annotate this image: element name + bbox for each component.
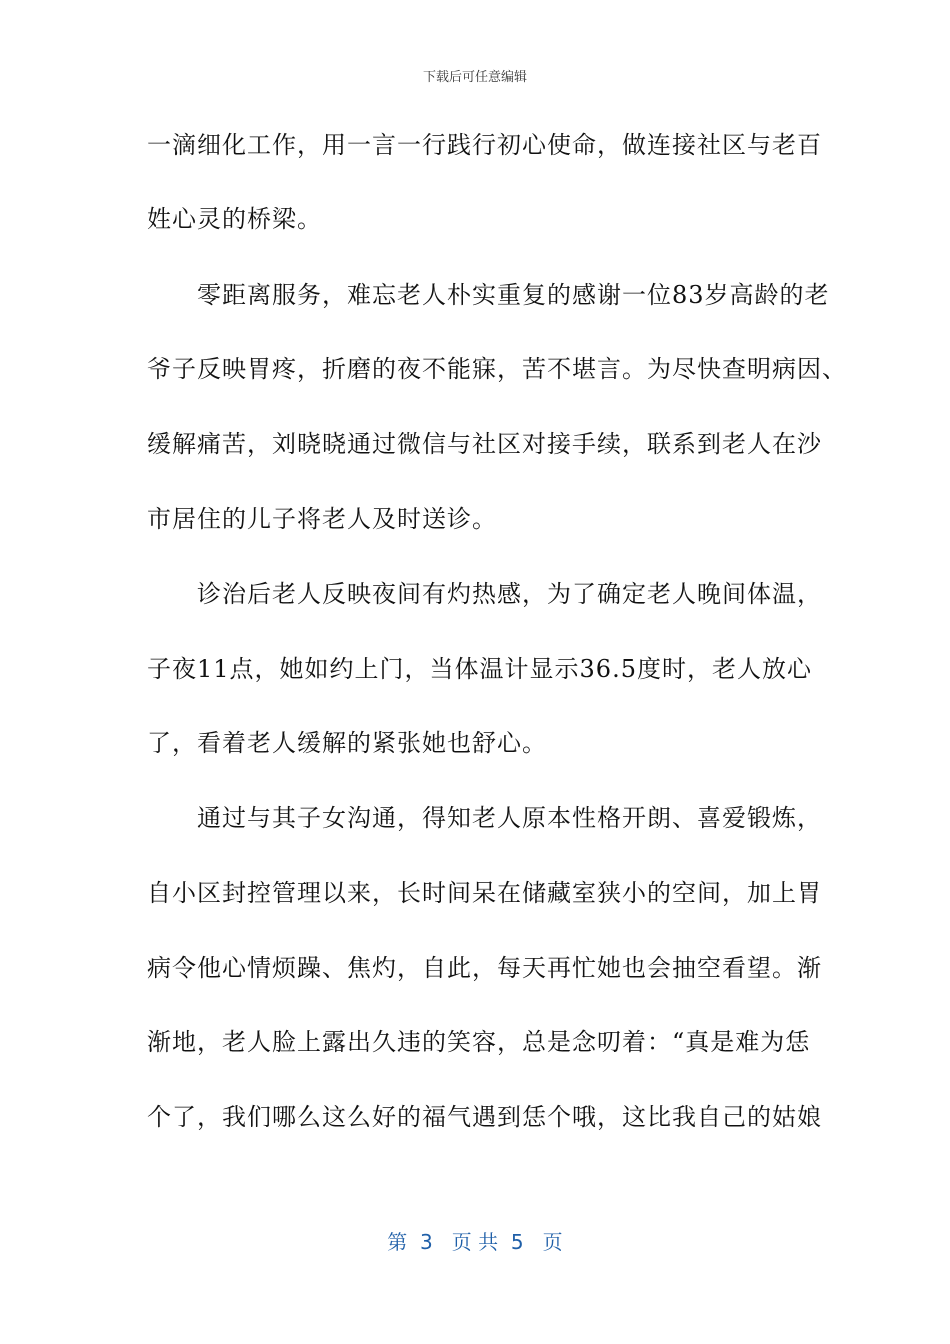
paragraph-start-line: 零距离服务，难忘老人朴实重复的感谢一位83岁高龄的老: [147, 281, 830, 309]
body-line: 了，看着老人缓解的紧张她也舒心。: [147, 729, 547, 757]
page-header: 下载后可任意编辑: [422, 70, 527, 85]
paragraph-start-line: 诊治后老人反映夜间有灼热感，为了确定老人晚间体温，: [147, 580, 822, 608]
body-line: 市居住的儿子将老人及时送诊。: [147, 505, 497, 533]
body-line: 自小区封控管理以来，长时间呆在储藏室狭小的空间，加上胃: [147, 879, 822, 907]
body-line: 爷子反映胃疼，折磨的夜不能寐，苦不堪言。为尽快查明病因、: [147, 355, 847, 383]
body-line: 子夜11点，她如约上门，当体温计显示36.5度时，老人放心: [147, 655, 812, 683]
body-line: 渐地，老人脸上露出久违的笑容，总是念叨着：“真是难为恁: [147, 1028, 811, 1056]
body-line: 姓心灵的桥梁。: [147, 205, 322, 233]
body-line: 个了，我们哪么这么好的福气遇到恁个哦，这比我自己的姑娘: [147, 1103, 822, 1131]
paragraph-start-line: 通过与其子女沟通，得知老人原本性格开朗、喜爱锻炼，: [147, 804, 822, 832]
body-line: 一滴细化工作，用一言一行践行初心使命，做连接社区与老百: [147, 131, 822, 159]
page-number-footer: 第 3 页 共 5 页: [387, 1230, 563, 1254]
body-line: 病令他心情烦躁、焦灼，自此，每天再忙她也会抽空看望。渐: [147, 954, 822, 982]
body-line: 缓解痛苦，刘晓晓通过微信与社区对接手续，联系到老人在沙: [147, 430, 822, 458]
